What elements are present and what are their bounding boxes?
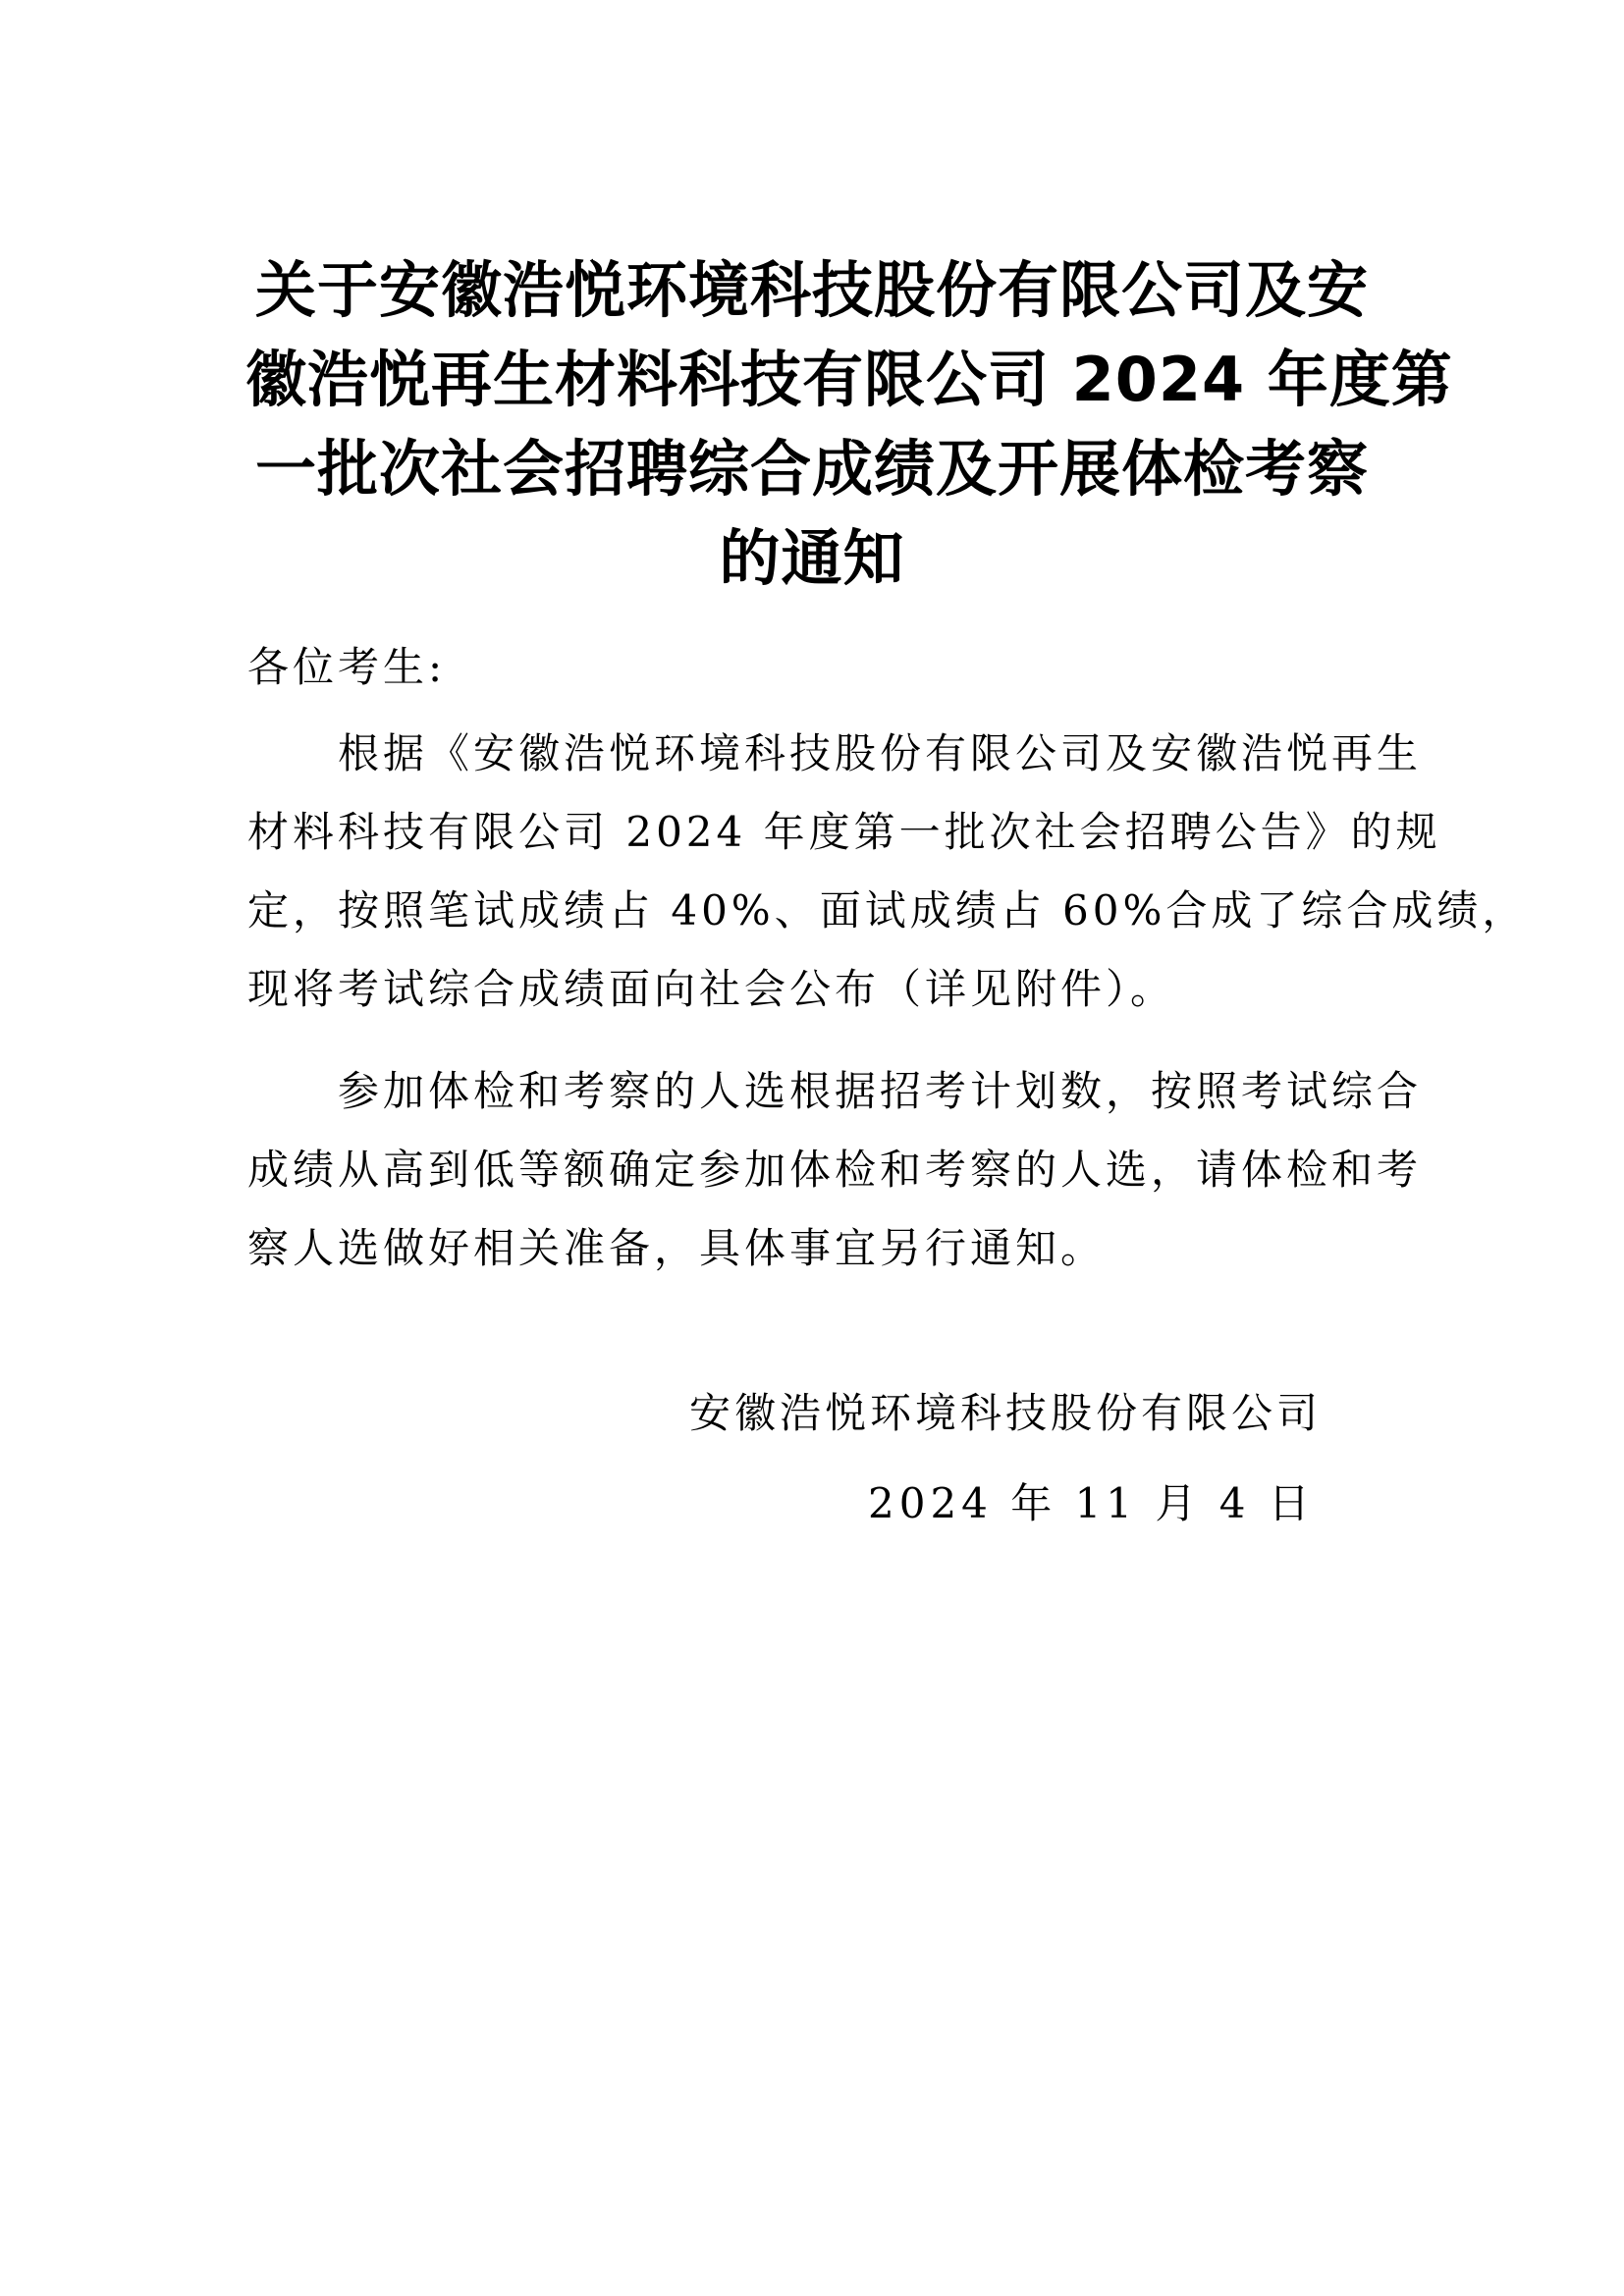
paragraph-line: 成绩从高到低等额确定参加体检和考察的人选，请体检和考 [247, 1146, 1423, 1194]
notice-title [245, 245, 1453, 603]
paragraph-line: 定，按照笔试成绩占 40%、面试成绩占 60%合成了综合成绩， [247, 886, 1528, 934]
paragraph-line: 根据《安徽浩悦环境科技股份有限公司及安徽浩悦再生 [338, 729, 1423, 777]
paragraph-line: 参加体检和考察的人选根据招考计划数，按照考试综合 [338, 1067, 1423, 1115]
signature-company: 安徽浩悦环境科技股份有限公司 [689, 1389, 1323, 1437]
title-line: 关于安徽浩悦环境科技股份有限公司及安 [254, 254, 1369, 326]
paragraph-scores [247, 715, 1528, 1029]
salutation: 各位考生: [247, 643, 447, 691]
title-line: 的通知 [719, 522, 905, 594]
paragraph-medical-exam [247, 1052, 1423, 1288]
signature-date: 2024 年 11 月 4 日 [868, 1479, 1315, 1527]
paragraph-line: 材料科技有限公司 2024 年度第一批次社会招聘公告》的规 [247, 808, 1441, 856]
title-line: 徽浩悦再生材料科技有限公司 2024 年度第 [245, 344, 1453, 415]
title-line: 一批次社会招聘综合成绩及开展体检考察 [254, 433, 1369, 505]
paragraph-line: 察人选做好相关准备，具体事宜另行通知。 [247, 1224, 1107, 1272]
paragraph-line: 现将考试综合成绩面向社会公布（详见附件）。 [247, 965, 1176, 1013]
